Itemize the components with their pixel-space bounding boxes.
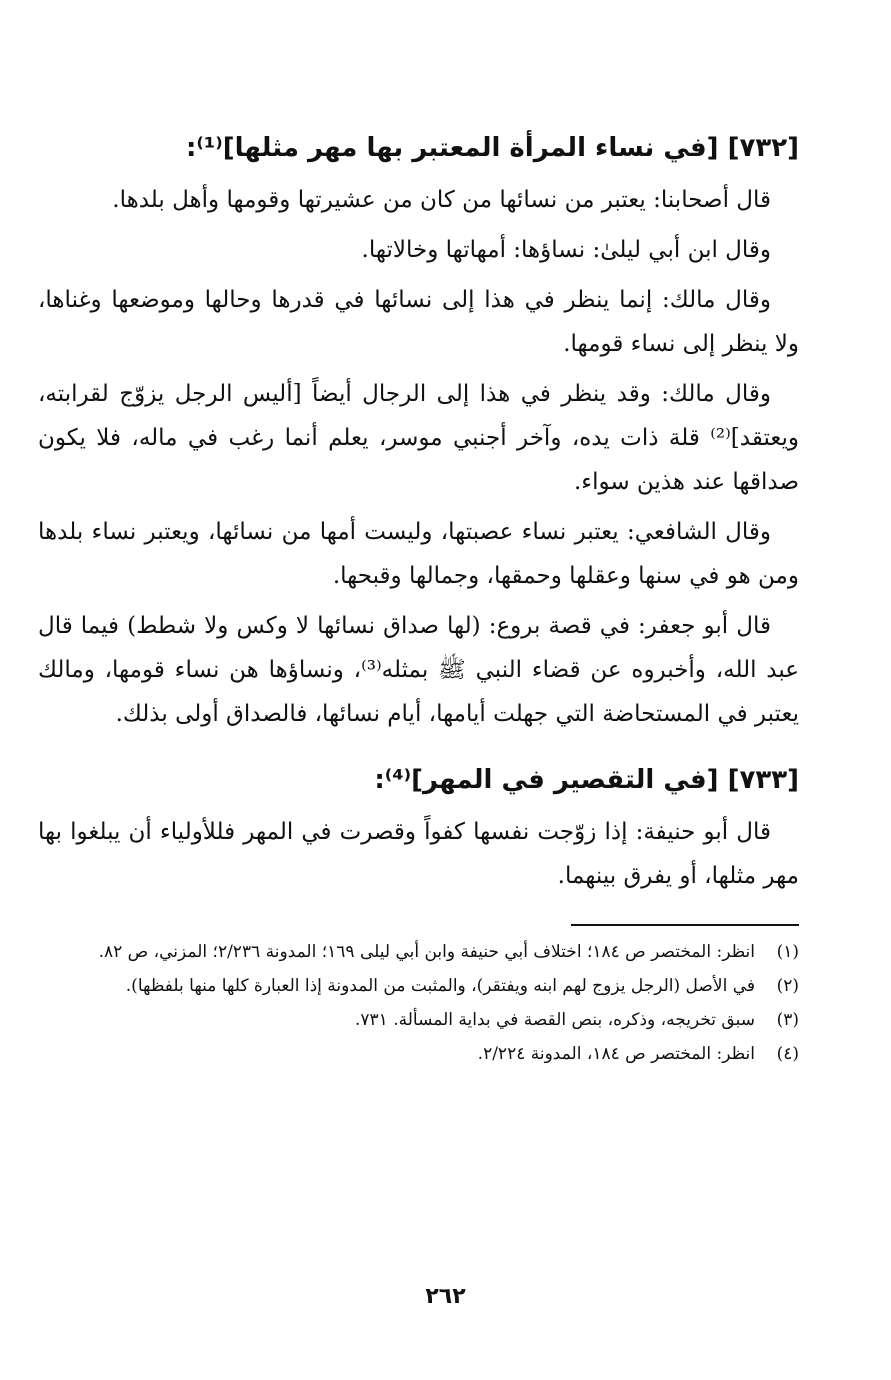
footnote-text: في الأصل (الرجل يزوج لهم ابنه ويفتقر)، والمثبت من المدونة إذا العبارة كلها منها بلفظها). [125,976,755,996]
paragraph: وقال مالك: إنما ينظر في هذا إلى نسائها في قدرها وحالها وموضعها وغناها، ولا ينظر إلى نساء قومها. [38,287,799,357]
page-number: ٢٦٢ [425,1284,466,1309]
paragraph: وقال الشافعي: يعتبر نساء عصبتها، وليست أمها من نسائها، ويعتبر نساء بلدها ومن هو في سنها وعقلها وحمقها، وجمالها وقبحها. [38,519,799,589]
paragraph: قال أبو جعفر: في قصة بروع: (لها صداق نسائها لا وكس ولا شطط) فيما قال عبد الله، وأخبروه عن قضاء النبي ﷺ بمثله⁽³⁾، ونساؤها هن نساء قومها، ومالك يعتبر في المستحاضة التي جهلت أيامها، أيام نسائها، فالصداق أولى بذلك. [38,613,799,727]
footnote-text: انظر: المختصر ص ١٨٤؛ اختلاف أبي حنيفة وابن أبي ليلى ١٦٩؛ المدونة ٢/٢٣٦؛ المزني، ص ٨٢. [98,942,755,962]
footnote-divider [571,924,799,926]
footnote-number: (٤) [776,1044,799,1064]
footnote-text: سبق تخريجه، وذكره، بنص القصة في بداية المسألة. ٧٣١. [355,1010,755,1030]
section-heading: [٧٣٣] [في التقصير في المهر]⁽⁴⁾: [374,765,799,795]
footnotes [38,936,799,1070]
footnote-text: انظر: المختصر ص ١٨٤، المدونة ٢/٢٢٤. [477,1044,755,1064]
footnote-number: (٢) [776,976,799,996]
footnote [38,1004,799,1036]
section-733 [38,758,799,898]
footnote-number: (٣) [776,1010,799,1030]
section-heading: [٧٣٢] [في نساء المرأة المعتبر بها مهر مثلها]⁽¹⁾: [186,133,799,163]
paragraph: وقال مالك: وقد ينظر في هذا إلى الرجال أيضاً [أليس الرجل يزوّج لقرابته، ويعتقد]⁽²⁾ قلة ذات يده، وآخر أجنبي موسر، يعلم أنما رغب في ماله، فلا يكون صداقها عند هذين سواء. [38,381,799,495]
footnote [38,936,799,968]
paragraph: قال أبو حنيفة: إذا زوّجت نفسها كفواً وقصرت في المهر فللأولياء أن يبلغوا بها مهر مثلها، أو يفرق بينهما. [38,819,799,889]
footnote-number: (١) [776,942,799,962]
footnote [38,970,799,1002]
paragraph: قال أصحابنا: يعتبر من نسائها من كان من عشيرتها وقومها وأهل بلدها. [112,187,771,213]
footnote [38,1038,799,1070]
section-732 [38,126,799,736]
paragraph: وقال ابن أبي ليلىٰ: نساؤها: أمهاتها وخالاتها. [361,237,771,263]
